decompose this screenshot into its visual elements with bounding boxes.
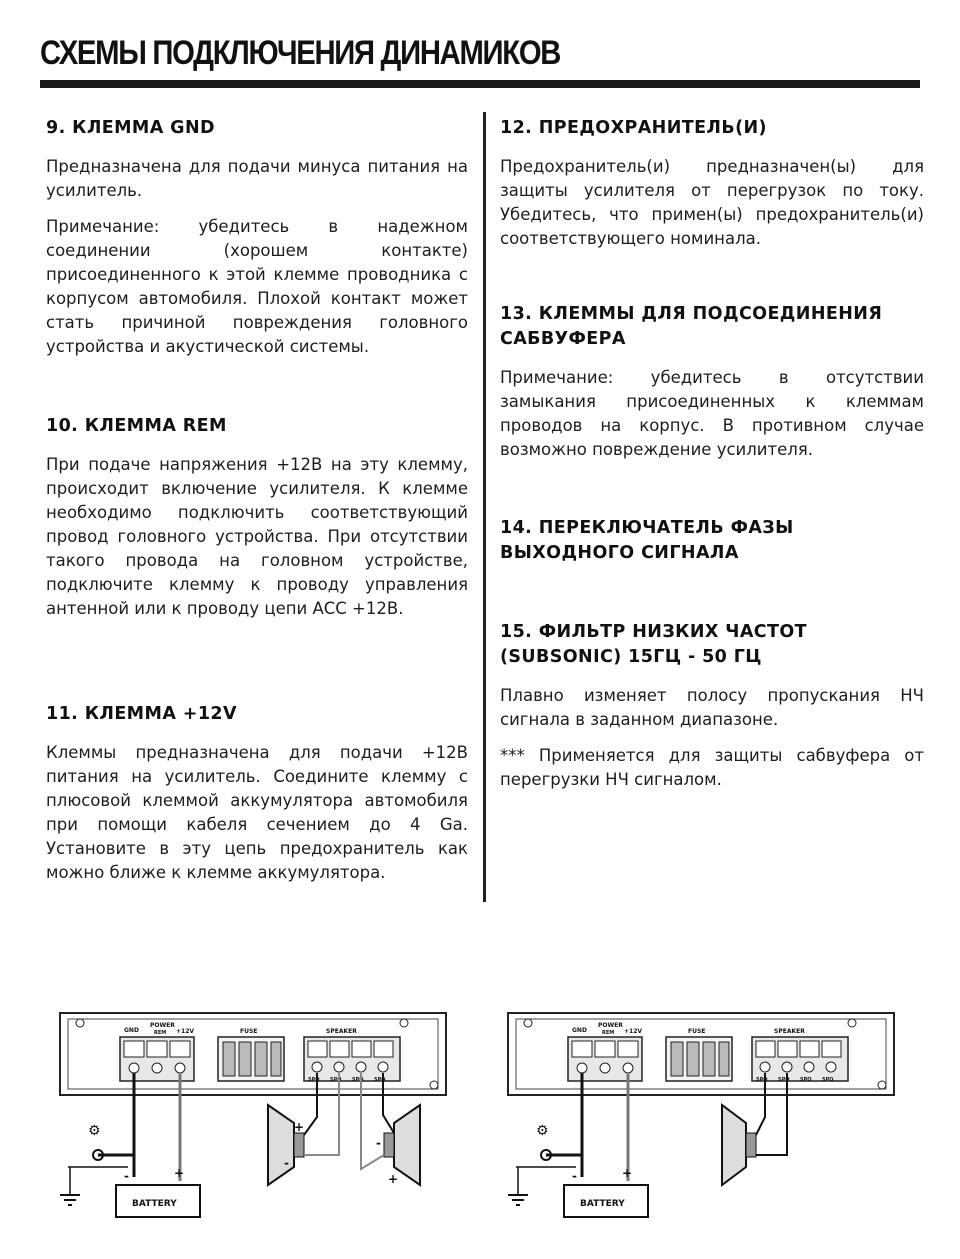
terminal-screw-icon (378, 1062, 388, 1072)
section-10 (46, 414, 468, 621)
title-rule (40, 80, 920, 88)
spo-label: SPO (822, 1077, 834, 1083)
gnd-label: GND (124, 1027, 139, 1034)
section-15 (500, 620, 924, 792)
speaker-1-minus-sign: - (284, 1156, 289, 1170)
terminal-screw-icon (623, 1063, 633, 1073)
column-divider (483, 112, 486, 902)
terminal-screw-icon (356, 1062, 366, 1072)
speaker-icon (268, 1105, 304, 1185)
bridged-speaker-wire-minus (756, 1073, 787, 1155)
speaker-icon (722, 1105, 756, 1185)
panel-screw-icon (400, 1019, 408, 1027)
fuse (239, 1042, 251, 1076)
section-11 (46, 702, 468, 885)
speaker-terminal (800, 1041, 819, 1057)
panel-screw-icon (430, 1081, 438, 1089)
speaker-terminal (778, 1041, 797, 1057)
speaker-2-wire-minus (361, 1073, 384, 1169)
battery-minus-sign: - (572, 1169, 577, 1183)
panel-screw-icon (878, 1081, 886, 1089)
terminal-screw-icon (600, 1063, 610, 1073)
rem-label: REM (154, 1030, 167, 1036)
terminal-screw-icon (804, 1062, 814, 1072)
terminal-screw-icon (826, 1062, 836, 1072)
fuse (703, 1042, 715, 1076)
terminal-screw-icon (152, 1063, 162, 1073)
panel-screw-icon (76, 1019, 84, 1027)
terminal-screw-icon (334, 1062, 344, 1072)
fuse (271, 1042, 281, 1076)
section-15-note: *** Применяется для защиты сабвуфера от перегрузки НЧ сигналом. (500, 746, 924, 789)
section-13 (500, 302, 924, 462)
spo-label: SPO (778, 1077, 790, 1083)
power-label: POWER (150, 1022, 175, 1029)
ground-wire (546, 1073, 582, 1155)
plus-12v-label: +12V (624, 1028, 643, 1035)
panel-screw-icon (524, 1019, 532, 1027)
speaker-terminal (352, 1041, 371, 1057)
section-9 (46, 116, 468, 359)
page-title: СХЕМЫ ПОДКЛЮЧЕНИЯ ДИНАМИКОВ (40, 34, 561, 72)
speaker-terminal (822, 1041, 841, 1057)
fuse (687, 1042, 699, 1076)
plus-12v-label: +12V (176, 1028, 195, 1035)
spo-label: SPO (308, 1077, 320, 1083)
fuse (719, 1042, 729, 1076)
section-13-heading: 13. КЛЕММЫ ДЛЯ ПОДСОЕДИНЕНИЯ САБВУФЕРА (500, 304, 883, 349)
spo-label: SPO (800, 1077, 812, 1083)
section-15-text: Плавно изменяет полосу пропускания НЧ сигнала в заданном диапазоне. (500, 686, 924, 729)
speaker-1-wire-minus (304, 1073, 339, 1155)
section-13-text: Примечание: убедитесь в отсутствии замыкания присоединенных к клеммам проводов на корпус. В противном случае возможно повреждение усилителя. (500, 368, 924, 459)
spo-label: SPO (756, 1077, 768, 1083)
rem-label: REM (602, 1030, 615, 1036)
battery-plus-sign: + (174, 1166, 185, 1180)
rem-terminal (595, 1041, 615, 1057)
section-10-text: При подаче напряжения +12В на эту клемму, происходит включение усилителя. К клемме необходимо подключить соответствующий провод головного устройства. При отсутствии такого провода на головном устройстве, подключите клемму к проводу управления антенной или к проводу цепи АСС +12В. (46, 455, 468, 618)
fuse (255, 1042, 267, 1076)
rem-terminal (147, 1041, 167, 1057)
battery-minus-sign: - (124, 1169, 129, 1183)
section-14-heading: 14. ПЕРЕКЛЮЧАТЕЛЬ ФАЗЫ ВЫХОДНОГО СИГНАЛА (500, 518, 794, 563)
bolt-icon: ⚙ (536, 1123, 549, 1139)
terminal-screw-icon (577, 1063, 587, 1073)
section-11-text: Клеммы предназначена для подачи +12В питания на усилитель. Соедините клемму с плюсовой клеммой аккумулятора автомобиля при помощи кабеля сечением до 4 Ga. Установите в эту цепь предохранитель как можно ближе к клемме аккумулятора. (46, 743, 468, 882)
fuse-label: FUSE (240, 1028, 258, 1035)
speaker-terminal (756, 1041, 775, 1057)
fuse-label: FUSE (688, 1028, 706, 1035)
speaker-label: SPEAKER (326, 1028, 357, 1035)
section-11-heading: 11. КЛЕММА +12V (46, 704, 237, 724)
speaker-terminal (330, 1041, 349, 1057)
spo-label: SPO (330, 1077, 342, 1083)
panel-screw-icon (848, 1019, 856, 1027)
wiring-diagram-svg (506, 1005, 898, 1255)
wiring-diagram-two-speakers (58, 1005, 450, 1255)
section-14 (500, 516, 924, 566)
speaker-label: SPEAKER (774, 1028, 805, 1035)
section-9-heading: 9. КЛЕММА GND (46, 118, 215, 138)
terminal-screw-icon (312, 1062, 322, 1072)
power-label: POWER (598, 1022, 623, 1029)
spo-label: SPO (352, 1077, 364, 1083)
terminal-screw-icon (175, 1063, 185, 1073)
speaker-terminal (308, 1041, 327, 1057)
gnd-terminal (124, 1041, 144, 1057)
terminal-screw-icon (129, 1063, 139, 1073)
speaker-2-minus-sign: - (376, 1136, 381, 1150)
battery-label: BATTERY (132, 1199, 177, 1209)
speaker-1-plus-sign: + (294, 1120, 305, 1134)
terminal-screw-icon (760, 1062, 770, 1072)
wiring-diagram-svg (58, 1005, 450, 1255)
gnd-label: GND (572, 1027, 587, 1034)
section-12-text: Предохранитель(и) предназначен(ы) для защиты усилителя от перегрузок по току. Убедитесь, что примен(ы) предохранитель(и) соответствующего номинала. (500, 157, 924, 248)
spo-label: SPO (374, 1077, 386, 1083)
speaker-2-plus-sign: + (388, 1172, 399, 1186)
ground-wire (98, 1073, 134, 1155)
section-10-heading: 10. КЛЕММА REM (46, 416, 227, 436)
plus-12v-terminal (618, 1041, 638, 1057)
bolt-icon: ⚙ (88, 1123, 101, 1139)
battery-plus-sign: + (622, 1166, 633, 1180)
fuse (223, 1042, 235, 1076)
battery-label: BATTERY (580, 1199, 625, 1209)
speaker-terminal (374, 1041, 393, 1057)
wiring-diagram-one-speaker (506, 1005, 898, 1255)
section-15-heading: 15. ФИЛЬТР НИЗКИХ ЧАСТОТ (SUBSONIC) 15ГЦ - 50 ГЦ (500, 622, 807, 667)
plus-12v-terminal (170, 1041, 190, 1057)
terminal-screw-icon (782, 1062, 792, 1072)
gnd-terminal (572, 1041, 592, 1057)
fuse (671, 1042, 683, 1076)
section-9-note: Примечание: убедитесь в надежном соединении (хорошем контакте) присоединенного к этой клемме проводника с корпусом автомобиля. Плохой контакт может стать причиной повреждения головного устройства и акустической системы. (46, 217, 468, 356)
section-9-text: Предназначена для подачи минуса питания на усилитель. (46, 157, 468, 200)
section-12-heading: 12. ПРЕДОХРАНИТЕЛЬ(И) (500, 118, 767, 138)
section-12 (500, 116, 924, 251)
